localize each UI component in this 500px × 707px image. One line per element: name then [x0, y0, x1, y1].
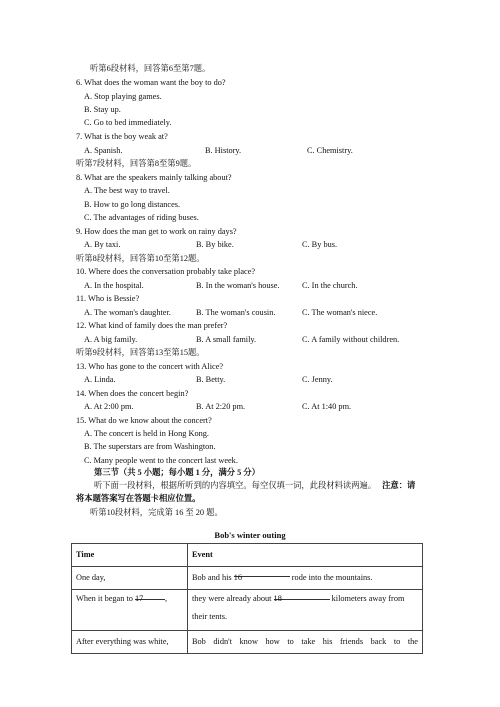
question-12: 12. What kind of family does the man prefer? [76, 321, 228, 330]
q12-option-c: C. A family without children. [302, 335, 400, 344]
part3-instruction [94, 480, 415, 491]
part3-listen-instruction: 听第10段材料，完成第 16 至 20 题。 [90, 508, 223, 517]
row2-time [72, 590, 188, 631]
question-13: 13. Who has gone to the concert with Alice? [76, 362, 224, 371]
q15-option-a: A. The concert is held in Hong Kong. [84, 429, 209, 438]
table-row [72, 631, 423, 654]
header-time: Time [72, 544, 188, 567]
row3-time: After everything was white, [72, 631, 188, 654]
q8-option-c: C. The advantages of riding buses. [84, 213, 199, 222]
row2-event-pre: they were already about [192, 594, 274, 603]
section-6-instruction: 听第6段材料，回答第6至第7题。 [90, 64, 211, 73]
q9-option-a: A. By taxi. [84, 240, 121, 249]
part3-instruction-line2: 将本题答案写在答题卡相应位置。 [76, 494, 201, 503]
q10-option-b: B. In the woman's house. [196, 281, 280, 290]
part3-instruction-text: 听下面一段材料，根据所听到的内容填空。每空仅填一词，此段材料读两遍。 [94, 481, 377, 490]
q10-option-a: A. In the hospital. [84, 281, 144, 290]
q7-option-a: A. Spanish. [84, 146, 123, 155]
row2-time-post: , [164, 594, 168, 603]
q14-option-a: A. At 2:00 pm. [84, 402, 134, 411]
q12-option-a: A. A big family. [84, 335, 138, 344]
row1-event [188, 567, 423, 590]
blank-17[interactable] [134, 590, 165, 603]
table-header-row [72, 544, 423, 567]
blank-16[interactable] [233, 567, 290, 582]
q13-option-a: A. Linda. [84, 375, 116, 384]
question-6: 6. What does the woman want the boy to do? [76, 78, 226, 87]
blank-16-number: 16 [233, 573, 243, 582]
section-8-instruction: 听第8段材料，回答第10至第12题。 [76, 254, 205, 263]
q11-option-c: C. The woman's niece. [302, 308, 378, 317]
row1-time: One day, [72, 567, 188, 590]
blank-18[interactable] [273, 590, 330, 603]
q13-option-b: B. Betty. [196, 375, 226, 384]
blank-17-number: 17 [134, 594, 144, 603]
question-14: 14. When does the concert begin? [76, 389, 189, 398]
part3-heading: 第三节（共 5 小题；每小题 1 分，满分 5 分） [94, 468, 260, 477]
question-8: 8. What are the speakers mainly talking about? [76, 173, 232, 182]
q7-option-c: C. Chemistry. [307, 146, 353, 155]
table-row [72, 590, 423, 631]
section-7-instruction: 听第7段材料，回答第8至第9题。 [76, 159, 197, 168]
question-15: 15. What do we know about the concert? [76, 416, 212, 425]
q9-option-b: B. By bike. [196, 240, 234, 249]
row2-event [188, 590, 423, 631]
row2-event-post: kilometers away from [329, 594, 405, 603]
row2-time-pre: When it began to [76, 594, 135, 603]
header-event: Event [188, 544, 423, 567]
q10-option-c: C. In the church. [302, 281, 358, 290]
question-10: 10. Where does the conversation probably take place? [76, 267, 256, 276]
q6-option-c: C. Go to bed immediately. [84, 118, 172, 127]
row2-event-line2: their tents. [192, 612, 228, 621]
q11-option-b: B. The woman's cousin. [196, 308, 276, 317]
q13-option-c: C. Jenny. [302, 375, 333, 384]
table-row [72, 567, 423, 590]
q15-option-c: C. Many people went to the concert last week. [84, 456, 238, 465]
row1-event-post: rode into the mountains. [289, 573, 373, 582]
q6-option-a: A. Stop playing games. [84, 92, 162, 101]
question-9: 9. How does the man get to work on rainy days? [76, 227, 237, 236]
row1-event-pre: Bob and his [192, 573, 234, 582]
q14-option-c: C. At 1:40 pm. [302, 402, 352, 411]
table-title: Bob's winter outing [214, 530, 286, 540]
section-9-instruction: 听第9段材料，回答第13至第15题。 [76, 348, 205, 357]
q11-option-a: A. The woman's daughter. [84, 308, 171, 317]
q14-option-b: B. At 2:20 pm. [196, 402, 246, 411]
q6-option-b: B. Stay up. [84, 105, 121, 114]
question-11: 11. Who is Bessie? [76, 294, 140, 303]
q8-option-b: B. How to go long distances. [84, 200, 181, 209]
q7-option-b: B. History. [205, 146, 242, 155]
q9-option-c: C. By bus. [302, 240, 338, 249]
q12-option-b: B. A small family. [196, 335, 257, 344]
part3-note-label: 注意：请 [382, 481, 416, 490]
row3-event: Bob didn't know how to take his friends back to the [188, 631, 423, 654]
outing-table [71, 543, 423, 654]
blank-18-number: 18 [273, 594, 282, 603]
question-7: 7. What is the boy weak at? [76, 132, 168, 141]
q15-option-b: B. The superstars are from Washington. [84, 442, 216, 451]
q8-option-a: A. The best way to travel. [84, 186, 170, 195]
